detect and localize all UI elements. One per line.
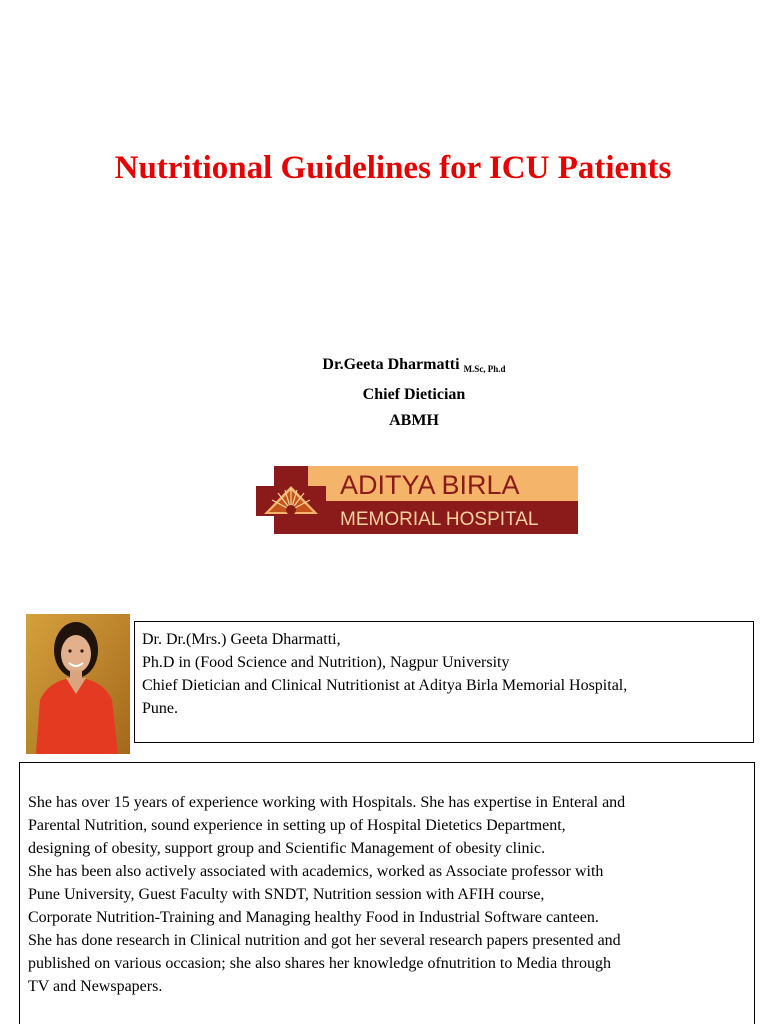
bio-line: Ph.D in (Food Science and Nutrition), Nagpur University	[142, 654, 510, 671]
hospital-logo	[256, 466, 578, 534]
bio-box	[134, 621, 754, 743]
author-name-line	[0, 352, 768, 382]
bio-line: Dr. Dr.(Mrs.) Geeta Dharmatti,	[142, 631, 341, 648]
bio-line: Pune.	[142, 700, 178, 717]
author-organization: ABMH	[389, 412, 439, 429]
logo-line1: ADITYA BIRLA	[340, 470, 520, 500]
description-line: She has done research in Clinical nutrition and got her several research papers presented and	[28, 932, 621, 949]
logo-line2: MEMORIAL HOSPITAL	[340, 509, 539, 530]
description-line: Parental Nutrition, sound experience in setting up of Hospital Dietetics Department,	[28, 817, 566, 834]
author-block	[0, 352, 768, 434]
description-line: She has been also actively associated with academics, worked as Associate professor with	[28, 863, 604, 880]
description-line: She has over 15 years of experience working with Hospitals. She has expertise in Enteral and	[28, 794, 626, 811]
bio-line: Chief Dietician and Clinical Nutritionist at Aditya Birla Memorial Hospital,	[142, 677, 628, 694]
page-title: Nutritional Guidelines for ICU Patients	[114, 150, 672, 186]
description-line: Pune University, Guest Faculty with SNDT, Nutrition session with AFIH course,	[28, 886, 545, 903]
author-role: Chief Dietician	[362, 386, 466, 403]
description-box	[19, 762, 755, 1024]
description-line: TV and Newspapers.	[28, 978, 163, 995]
description-line: designing of obesity, support group and Scientific Management of obesity clinic.	[28, 840, 546, 857]
author-name: Dr.Geeta Dharmatti	[322, 356, 460, 373]
description-line: published on various occasion; she also shares her knowledge ofnutrition to Media through	[28, 955, 611, 972]
author-photo	[26, 614, 130, 754]
author-qualifications: M.Sc, Ph.d	[463, 364, 506, 374]
description-line: Corporate Nutrition-Training and Managing healthy Food in Industrial Software canteen.	[28, 909, 599, 926]
